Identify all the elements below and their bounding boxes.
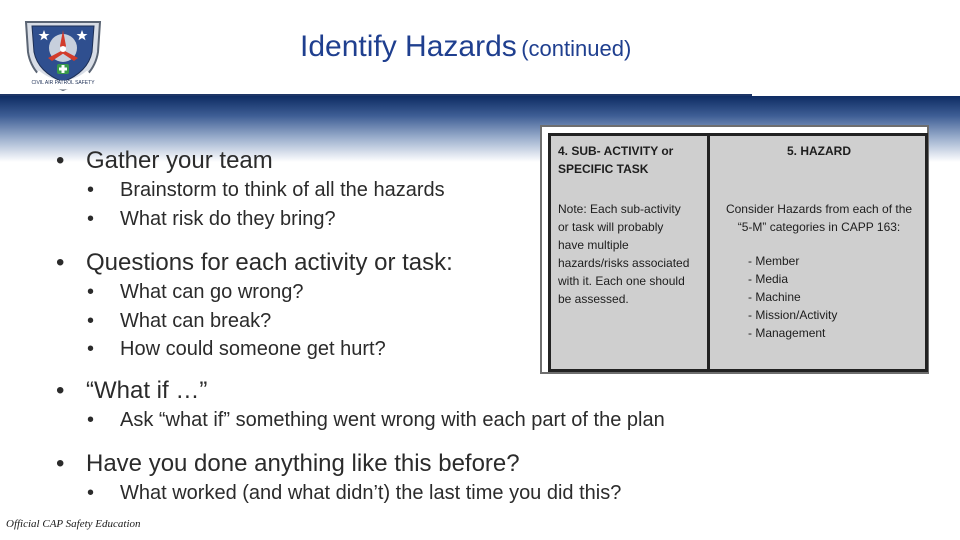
- bullet-glyph: •: [87, 310, 95, 332]
- sub-bullet-hurt: [87, 338, 386, 361]
- sub-bullet-go-wrong: [87, 281, 304, 304]
- bullet-text: Questions for each activity or task:: [86, 249, 453, 276]
- bullet-glyph: •: [87, 179, 95, 201]
- sub-bullet-text: Brainstorm to think of all the hazards: [120, 179, 445, 201]
- bullet-questions: [56, 249, 453, 277]
- worksheet-table: [548, 133, 928, 372]
- note-line: hazards/risks associated: [558, 256, 690, 270]
- sub-activity-header: [558, 142, 703, 178]
- sub-bullet-text: What can break?: [120, 310, 272, 332]
- sub-activity-note: [558, 200, 706, 308]
- sub-bullet-risk: [87, 208, 336, 231]
- sub-bullet-text: How could someone get hurt?: [120, 338, 386, 360]
- bullet-text: “What if …”: [86, 377, 208, 404]
- bullet-glyph: •: [87, 409, 95, 431]
- note-line: Note: Each sub-activity: [558, 202, 681, 216]
- note-line: with it. Each one should: [558, 274, 685, 288]
- worksheet-excerpt-image: [540, 125, 929, 374]
- bullet-text: Have you done anything like this before?: [86, 450, 520, 477]
- bullet-what-if: [56, 377, 208, 405]
- bullet-glyph: •: [87, 281, 95, 303]
- instruction-line: Consider Hazards from each of the: [725, 202, 913, 216]
- sub-bullet-break: [87, 310, 272, 333]
- bullet-glyph: •: [87, 208, 95, 230]
- category-item: - Media: [748, 272, 789, 286]
- bullet-gather-team: [56, 147, 273, 175]
- title-main: Identify Hazards: [300, 30, 517, 63]
- header-line: 4. SUB- ACTIVITY or: [558, 144, 674, 158]
- category-item: - Member: [748, 254, 800, 268]
- sub-bullet-ask-what-if: [87, 409, 665, 432]
- title-sub: (continued): [521, 36, 632, 61]
- sub-bullet-brainstorm: [87, 179, 445, 202]
- category-item: - Machine: [748, 290, 801, 304]
- note-line: be assessed.: [558, 292, 629, 306]
- hazard-instructions: [713, 200, 925, 236]
- column-divider: [707, 136, 710, 369]
- sub-bullet-what-worked: [87, 482, 622, 505]
- category-item: - Mission/Activity: [748, 308, 838, 322]
- svg-text:CIVIL AIR PATROL SAFETY: CIVIL AIR PATROL SAFETY: [31, 80, 95, 86]
- bullet-text: Gather your team: [86, 147, 273, 174]
- bullet-glyph: •: [56, 249, 65, 276]
- bullet-glyph: •: [56, 377, 65, 404]
- category-item: - Management: [748, 326, 826, 340]
- bullet-glyph: •: [87, 338, 95, 360]
- note-line: or task will probably: [558, 220, 664, 234]
- bullet-glyph: •: [56, 450, 65, 477]
- hazard-header: 5. HAZARD: [786, 144, 851, 158]
- bullet-glyph: •: [87, 482, 95, 504]
- sub-bullet-text: What can go wrong?: [120, 281, 304, 303]
- five-m-category-list: [748, 252, 928, 342]
- header-line: SPECIFIC TASK: [558, 162, 649, 176]
- bullet-glyph: •: [56, 147, 65, 174]
- sub-bullet-text: What worked (and what didn’t) the last time you did this?: [120, 482, 622, 504]
- footer-caption: Official CAP Safety Education: [6, 518, 141, 530]
- note-line: have multiple: [558, 238, 629, 252]
- sub-bullet-text: Ask “what if” something went wrong with each part of the plan: [120, 409, 665, 431]
- instruction-line: “5-M” categories in CAPP 163:: [737, 220, 901, 234]
- sub-bullet-text: What risk do they bring?: [120, 208, 336, 230]
- bullet-done-before: [56, 450, 520, 478]
